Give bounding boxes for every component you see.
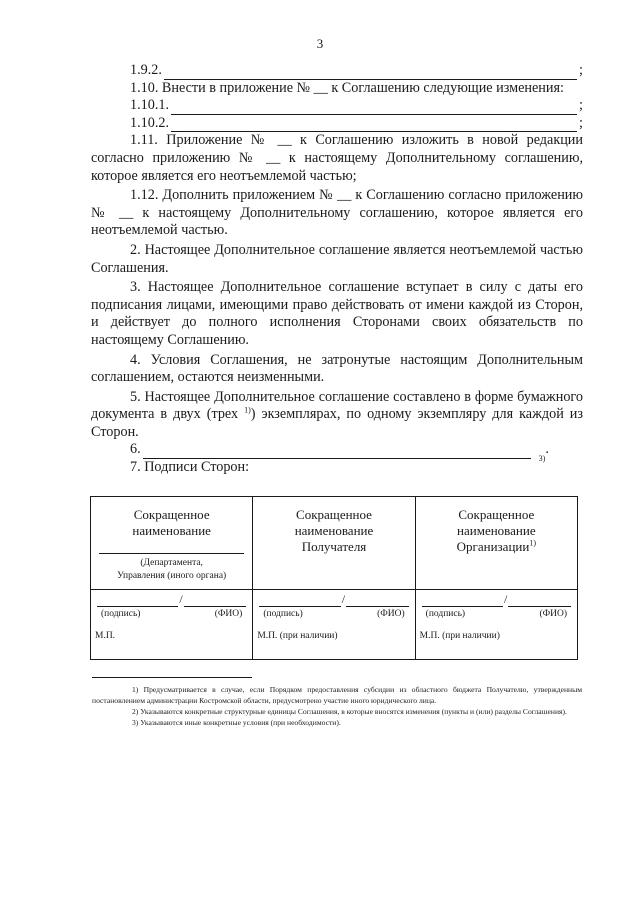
- name-label: (ФИО): [214, 609, 243, 619]
- row-divider: [416, 589, 577, 590]
- document-body: [91, 62, 583, 477]
- party-title: Сокращенное наименование Получателя: [294, 507, 374, 554]
- fill-line: [171, 101, 577, 115]
- clause-1-9-2: [130, 62, 583, 80]
- clause-1-10: 1.10. Внести в приложение № __ к Соглашению следующие изменения:: [130, 79, 564, 96]
- footnote-separator: [92, 677, 252, 678]
- clause-2: 2. Настоящее Дополнительное соглашение является неотъемлемой частью Соглашения.: [91, 241, 583, 276]
- footnotes: [92, 684, 582, 728]
- line-end: .: [545, 441, 549, 458]
- signature-cell-organization: [415, 497, 577, 660]
- clause-6: 6. 3) .: [130, 441, 549, 464]
- footnote-3: 3) Указываются иные конкретные условия (при необходимости).: [132, 718, 341, 727]
- signatures-table: [90, 496, 578, 660]
- stamp-place: М.П.: [95, 631, 116, 641]
- clause-number: 1.9.2.: [130, 62, 162, 78]
- signature-line: / (подпись) (ФИО): [97, 595, 246, 619]
- clause-number: 1.10.1.: [130, 97, 170, 114]
- party-title: Сокращенное наименование: [132, 507, 211, 538]
- clause-1-10-2: [130, 115, 583, 133]
- clause-3: 3. Настоящее Дополнительное соглашение вступает в силу с даты его подписания лицами, имеющими право действовать от имени каждой из Сторон, и действует до полного исполнения Сторонами своих обязательств по настоящему Соглашению.: [91, 279, 583, 348]
- clause-4: 4. Условия Соглашения, не затронутые настоящим Дополнительным соглашением, остаются неизменными.: [91, 351, 583, 386]
- line-end: ;: [579, 62, 583, 78]
- party-title: [416, 497, 577, 555]
- clause-1-10-1: [130, 97, 583, 115]
- clause-5-text-b: ) экземплярах, по одному экземпляру для каждой из Сторон.: [91, 406, 583, 440]
- line-end: ;: [579, 97, 583, 114]
- footnote-2: 2) Указываются конкретные структурные единицы Соглашения, в которые вносятся изменения (пункты и (или) разделы Соглашения).: [132, 707, 567, 716]
- name-label: (ФИО): [377, 609, 405, 619]
- party-title-text: Сокращенное наименование Организации: [456, 507, 536, 554]
- clause-number: 1.10.2.: [130, 114, 170, 131]
- line-end: ;: [579, 114, 583, 131]
- signature-line: / (подпись) (ФИО): [422, 595, 571, 619]
- clause-1-11: 1.11. Приложение № __ к Соглашению изложить в новой редакции согласно приложению № __ к настоящему Дополнительному соглашению, которое является его неотъемлемой частью;: [91, 132, 583, 184]
- clause-5-text-a: 5. Настоящее Дополнительное соглашение составлено в форме бумажного документа в двух (трех: [91, 388, 583, 423]
- signature-label: (подпись): [263, 609, 303, 619]
- fill-line: [143, 445, 531, 459]
- clause-number: 6.: [130, 441, 141, 458]
- name-label: (ФИО): [539, 609, 567, 619]
- clause-5: [91, 389, 583, 442]
- signature-cell-recipient: [253, 497, 415, 660]
- stamp-place: М.П. (при наличии): [257, 631, 338, 641]
- signature-label: (подпись): [425, 609, 466, 619]
- page-number: 3: [316, 36, 324, 51]
- stamp-place: М.П. (при наличии): [419, 631, 500, 641]
- row-divider: [91, 589, 252, 590]
- footnote-ref: 1): [529, 538, 536, 548]
- title-underline: [99, 553, 244, 554]
- row-divider: [253, 589, 414, 590]
- fill-line: [171, 118, 577, 132]
- signature-cell-department: [91, 497, 253, 660]
- clause-7: 7. Подписи Сторон:: [130, 459, 250, 476]
- fill-line: [164, 66, 577, 80]
- footnote-1: 1) Предусматривается в случае, если Порядком предоставления субсидии из областного бюджета Получателю, утвержденным постановлением администрации Костромской области, предусмотрено участие иного юридического лица.: [92, 685, 582, 705]
- signature-label: (подпись): [101, 609, 141, 619]
- party-note: (Департамента, Управления (иного органа): [117, 558, 227, 581]
- clause-1-12: 1.12. Дополнить приложением № __ к Соглашению согласно приложению № __ к настоящему Дополнительному соглашению, которое является его неотъемлемой частью.: [91, 187, 583, 239]
- signature-line: / (подпись) (ФИО): [259, 595, 408, 619]
- footnote-ref: 1): [244, 405, 251, 415]
